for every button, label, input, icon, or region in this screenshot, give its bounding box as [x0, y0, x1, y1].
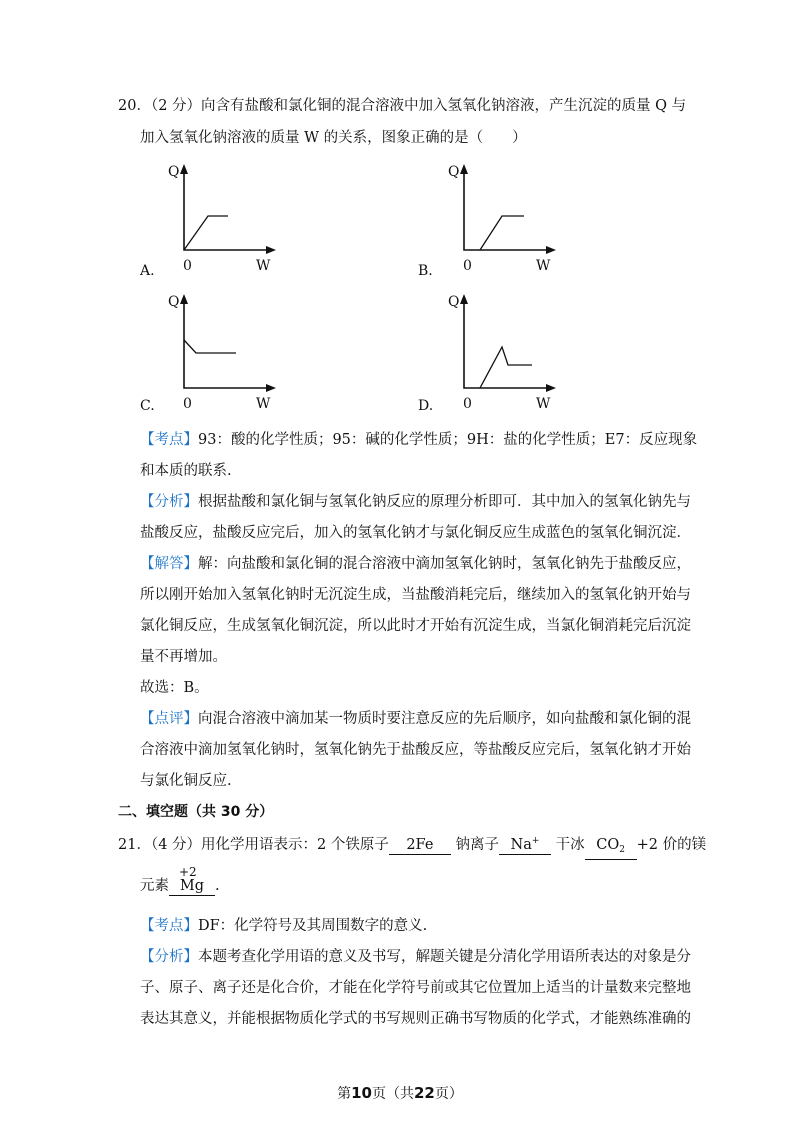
graph-c-curve — [184, 340, 236, 353]
footer-post: 页） — [434, 1086, 463, 1102]
footer-total-pages: 22 — [414, 1084, 435, 1102]
dianping-1-line-2: 合溶液中滴加氢氧化钠时，氢氧化钠先于盐酸反应，等盐酸反应完后，氢氧化钠才开始 — [140, 742, 691, 758]
fenxi-2-line-1 — [140, 947, 691, 967]
graph-c-y-arrow — [180, 294, 188, 304]
option-b-label: B. — [418, 263, 433, 279]
graph-a-curve — [184, 216, 228, 250]
section-2-heading: 二、填空题（共 30 分） — [118, 804, 274, 820]
graph-a-origin: 0 — [183, 258, 192, 274]
jieda-1-line-3: 氯化铜反应，生成氢氧化铜沉淀，所以此时才开始有沉淀生成，当氯化铜消耗完后沉淀 — [140, 618, 691, 634]
graph-a-y-label: Q — [168, 164, 180, 180]
graph-b-y-label: Q — [448, 164, 460, 180]
graph-d-x-arrow — [546, 384, 556, 392]
jieda-1-line-5: 故选：B。 — [140, 680, 209, 696]
kaodian-2-text: DF：化学符号及其周围数字的意义. — [198, 918, 428, 934]
q21-answer-1: 2Fe — [389, 837, 451, 855]
jieda-1-line-4: 量不再增加。 — [140, 649, 227, 665]
graph-a-axes — [184, 172, 268, 250]
graph-d-y-label: Q — [448, 294, 460, 310]
q21-answer-3 — [585, 837, 637, 860]
q21-line-2-end: . — [215, 878, 220, 894]
dianping-1-text: 向混合溶液中滴加某一物质时要注意反应的先后顺序，如向盐酸和氯化铜的混 — [198, 711, 691, 727]
graph-d-origin: 0 — [463, 396, 472, 412]
jieda-1-line-2: 所以刚开始加入氢氧化钠时无沉淀生成，当盐酸消耗完后，继续加入的氢氧化钠开始与 — [140, 587, 691, 603]
graph-d-curve — [480, 347, 532, 388]
graph-b-y-arrow — [460, 164, 468, 174]
jieda-1-tag: 【解答】 — [140, 556, 198, 572]
footer-page-number: 10 — [351, 1084, 372, 1102]
footer-pre: 第 — [337, 1086, 352, 1102]
graph-a-svg — [160, 160, 300, 280]
graph-option-d — [440, 290, 580, 410]
q21-mid-2: 干冰 — [555, 837, 585, 853]
q20-line-1: 20．（2 分）向含有盐酸和氯化铜的混合溶液中加入氢氧化钠溶液，产生沉淀的质量 Q 与 — [118, 98, 687, 114]
graph-c-y-label: Q — [168, 294, 180, 310]
jieda-1-text: 解：向盐酸和氯化铜的混合溶液中滴加氢氧化钠时，氢氧化钠先于盐酸反应， — [198, 556, 691, 572]
fenxi-1-tag: 【分析】 — [140, 494, 198, 510]
kaodian-1-line-2: 和本质的联系. — [140, 463, 232, 479]
graph-b-origin: 0 — [463, 258, 472, 274]
q21-answer-3-base: CO — [596, 837, 620, 853]
graph-b-x-label: W — [536, 258, 551, 274]
q21-answer-3-sub: 2 — [619, 845, 625, 855]
graph-a-x-label: W — [256, 258, 271, 274]
q21-answer-2-base: Na — [510, 837, 532, 853]
fenxi-2-tag: 【分析】 — [140, 949, 198, 965]
kaodian-2-line-1 — [140, 916, 427, 936]
graph-b-curve — [480, 216, 524, 250]
graph-b-axes — [464, 172, 548, 250]
q20-line-2: 加入氢氧化钠溶液的质量 W 的关系，图象正确的是（ ） — [140, 130, 527, 146]
graph-c-origin: 0 — [183, 396, 192, 412]
fenxi-2-line-3: 表达其意义，并能根据物质化学式的书写规则正确书写物质的化学式，才能熟练准确的 — [140, 1011, 691, 1027]
graph-a-y-arrow — [180, 164, 188, 174]
q21-line-2 — [140, 865, 220, 896]
q21-suffix: +2 价的镁 — [636, 837, 707, 853]
graph-c-axes — [184, 302, 268, 388]
graph-c-svg — [160, 290, 300, 410]
graph-c-x-arrow — [266, 384, 276, 392]
graph-option-a — [160, 160, 300, 280]
graph-b-svg — [440, 160, 580, 280]
page-footer — [0, 1083, 800, 1103]
graph-c-x-label: W — [256, 396, 271, 412]
fenxi-2-line-2: 子、原子、离子还是化合价，才能在化学符号前或其它位置加上适当的计量数来完整地 — [140, 980, 691, 996]
option-c-label: C. — [140, 398, 155, 414]
graph-option-b — [440, 160, 580, 280]
dianping-1-line-3: 与氯化铜反应. — [140, 773, 232, 789]
dianping-1-tag: 【点评】 — [140, 711, 198, 727]
graph-b-x-arrow — [546, 246, 556, 254]
graph-option-c — [160, 290, 300, 410]
fenxi-1-line-2: 盐酸反应，盐酸反应完后，加入的氢氧化钠才与氯化铜反应生成蓝色的氢氧化铜沉淀． — [140, 525, 691, 541]
option-d-label: D. — [418, 398, 434, 414]
option-a-label: A. — [140, 263, 155, 279]
kaodian-1-text: 93：酸的化学性质；95：碱的化学性质；9H：盐的化学性质；E7：反应现象 — [198, 432, 698, 448]
fenxi-1-line-1 — [140, 492, 691, 512]
graph-d-svg — [440, 290, 580, 410]
fenxi-1-text: 根据盐酸和氯化铜与氢氧化钠反应的原理分析即可．其中加入的氢氧化钠先与 — [198, 494, 691, 510]
jieda-1-line-1 — [140, 554, 691, 574]
q21-mid-1: 钠离子 — [455, 837, 499, 853]
footer-mid: 页（共 — [372, 1086, 414, 1102]
graph-d-y-arrow — [460, 294, 468, 304]
q21-line-2-prefix: 元素 — [140, 878, 169, 894]
kaodian-1-line-1 — [140, 430, 697, 450]
dianping-1-line-1 — [140, 709, 691, 729]
graph-a-x-arrow — [266, 246, 276, 254]
q21-answer-4 — [169, 865, 215, 896]
q21-line-1 — [118, 833, 706, 860]
fenxi-2-text: 本题考查化学用语的意义及书写，解题关键是分清化学用语所表达的对象是分 — [198, 949, 691, 965]
q21-answer-4-valence: +2 — [179, 865, 197, 879]
q21-prefix: 21．（4 分）用化学用语表示：2 个铁原子 — [118, 837, 389, 853]
graph-d-axes — [464, 302, 548, 388]
q21-answer-2 — [499, 833, 551, 855]
q21-answer-2-sup: + — [531, 836, 540, 846]
kaodian-2-tag: 【考点】 — [140, 918, 198, 934]
kaodian-1-tag: 【考点】 — [140, 432, 198, 448]
graph-d-x-label: W — [536, 396, 551, 412]
q21-answer-4-base: Mg — [179, 878, 205, 894]
